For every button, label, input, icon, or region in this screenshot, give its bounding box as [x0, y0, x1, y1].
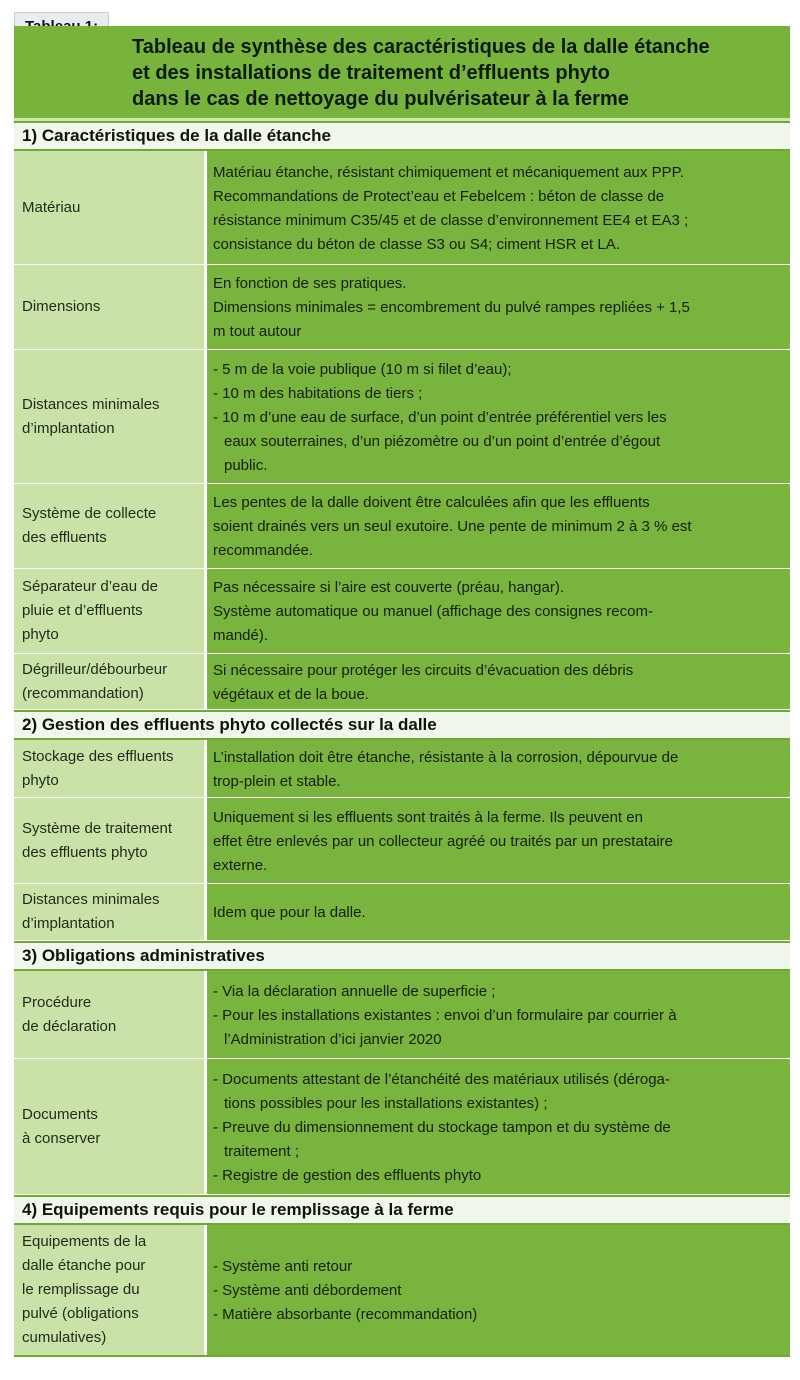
- content-line: En fonction de ses pratiques.: [213, 275, 407, 292]
- content-line: Recommandations de Protect’eau et Febelcem : béton de classe de: [213, 187, 665, 205]
- table-title-banner: [14, 26, 790, 118]
- content-line: Matériau étanche, résistant chimiquement et mécaniquement aux PPP.: [213, 163, 684, 181]
- content-line: L’installation doit être étanche, résistante à la corrosion, dépourvue de: [213, 748, 679, 766]
- row-label-line: Equipements de la: [22, 1233, 147, 1250]
- content-line: m tout autour: [213, 323, 302, 340]
- content-line: traitement ;: [224, 1142, 300, 1160]
- section-heading: 1) Caractéristiques de la dalle étanche: [14, 121, 790, 151]
- row-label-line: Stockage des effluents: [22, 747, 174, 765]
- content-line: végétaux et de la boue.: [213, 685, 369, 703]
- row-content: [207, 654, 790, 709]
- row-label: [14, 265, 207, 349]
- content-line: l’Administration d’ici janvier 2020: [224, 1030, 442, 1048]
- table-row: [14, 1059, 790, 1195]
- row-label-line: pluie et d’effluents: [22, 602, 143, 619]
- content-line: Si nécessaire pour protéger les circuits d’évacuation des débris: [213, 661, 634, 679]
- content-line: trop-plein et stable.: [213, 772, 341, 790]
- row-label: [14, 1225, 207, 1355]
- row-label: [14, 151, 207, 264]
- row-content: [207, 740, 790, 797]
- row-content: [207, 1059, 790, 1194]
- table-row: [14, 350, 790, 484]
- content-line: - Registre de gestion des effluents phyto: [213, 1166, 482, 1184]
- content-line: Idem que pour la dalle.: [213, 904, 366, 921]
- content-line: externe.: [213, 856, 268, 874]
- row-label-line: Dégrilleur/débourbeur: [22, 660, 168, 678]
- content-line: tions possibles pour les installations existantes) ;: [224, 1094, 548, 1112]
- row-label: [14, 740, 207, 797]
- content-line: Pas nécessaire si l’aire est couverte (préau, hangar).: [213, 579, 565, 596]
- row-label-line: d’implantation: [22, 915, 115, 932]
- content-line: - Pour les installations existantes : envoi d’un formulaire par courrier à: [213, 1006, 677, 1024]
- content-line: effet être enlevés par un collecteur agréé ou traités par un prestataire: [213, 832, 673, 850]
- section-heading: 3) Obligations administratives: [14, 941, 790, 971]
- section-heading: 2) Gestion des effluents phyto collectés sur la dalle: [14, 710, 790, 740]
- table-row: [14, 971, 790, 1059]
- row-label-line: le remplissage du: [22, 1281, 140, 1298]
- row-label-line: pulvé (obligations: [22, 1305, 139, 1322]
- content-line: recommandée.: [213, 542, 314, 559]
- row-label-line: de déclaration: [22, 1017, 117, 1035]
- content-line: - Via la déclaration annuelle de superficie ;: [213, 982, 496, 1000]
- table-row: [14, 654, 790, 710]
- table-row: [14, 884, 790, 941]
- row-label-line: d’implantation: [22, 419, 115, 437]
- row-label-line: Dimensions: [22, 298, 101, 315]
- row-label: [14, 654, 207, 709]
- content-line: - 5 m de la voie publique (10 m si filet d’eau);: [213, 360, 512, 378]
- row-content: [207, 798, 790, 883]
- content-line: - 10 m d’une eau de surface, d’un point d’entrée préférentiel vers les: [213, 408, 667, 426]
- content-line: soient drainés vers un seul exutoire. Une pente de minimum 2 à 3 % est: [213, 518, 692, 535]
- content-line: - Preuve du dimensionnement du stockage tampon et du système de: [213, 1118, 671, 1136]
- row-label-line: Distances minimales: [22, 395, 160, 413]
- row-label: [14, 884, 207, 940]
- row-content: [207, 884, 790, 940]
- table-row: [14, 484, 790, 569]
- row-label-line: Documents: [22, 1105, 98, 1123]
- content-line: - Système anti débordement: [213, 1282, 402, 1299]
- table-row: [14, 1225, 790, 1357]
- section-heading: 4) Equipements requis pour le remplissage à la ferme: [14, 1195, 790, 1225]
- content-line: - 10 m des habitations de tiers ;: [213, 384, 423, 402]
- row-label: [14, 971, 207, 1058]
- content-line: eaux souterraines, d’un piézomètre ou d’un point d’entrée d’égout: [224, 432, 661, 450]
- table-title-line: dans le cas de nettoyage du pulvérisateur à la ferme: [132, 88, 629, 110]
- row-label-line: phyto: [22, 626, 59, 643]
- row-label: [14, 1059, 207, 1194]
- row-content: [207, 484, 790, 568]
- row-label-line: Procédure: [22, 993, 92, 1011]
- table-row: [14, 265, 790, 350]
- row-label-line: dalle étanche pour: [22, 1257, 146, 1274]
- table-row: [14, 798, 790, 884]
- synthesis-table: [14, 121, 790, 1357]
- content-line: Uniquement si les effluents sont traités à la ferme. Ils peuvent en: [213, 808, 643, 826]
- row-label-line: Système de traitement: [22, 819, 173, 837]
- row-label: [14, 569, 207, 653]
- table-title-line: Tableau de synthèse des caractéristiques de la dalle étanche: [132, 36, 710, 58]
- content-line: résistance minimum C35/45 et de classe d’environnement EE4 et EA3 ;: [213, 211, 689, 229]
- content-line: - Matière absorbante (recommandation): [213, 1306, 478, 1323]
- content-line: consistance du béton de classe S3 ou S4; ciment HSR et LA.: [213, 235, 620, 253]
- row-label: [14, 350, 207, 483]
- row-content: [207, 151, 790, 264]
- row-content: [207, 569, 790, 653]
- content-line: - Système anti retour: [213, 1258, 353, 1275]
- content-line: - Documents attestant de l’étanchéité des matériaux utilisés (déroga-: [213, 1070, 670, 1088]
- row-label-line: phyto: [22, 771, 59, 789]
- row-content: [207, 350, 790, 483]
- row-label-line: à conserver: [22, 1129, 101, 1147]
- row-label: [14, 798, 207, 883]
- row-label-line: Distances minimales: [22, 891, 160, 908]
- table-row: [14, 569, 790, 654]
- row-label-line: Système de collecte: [22, 505, 157, 522]
- row-label-line: (recommandation): [22, 684, 144, 702]
- content-line: Dimensions minimales = encombrement du pulvé rampes repliées + 1,5: [213, 299, 690, 316]
- table-title-line: et des installations de traitement d’effluents phyto: [132, 62, 610, 84]
- row-content: [207, 971, 790, 1058]
- row-label-line: des effluents: [22, 529, 107, 546]
- row-label-line: Séparateur d’eau de: [22, 578, 158, 595]
- table-row: [14, 740, 790, 798]
- table-row: [14, 151, 790, 265]
- row-label-line: des effluents phyto: [22, 843, 148, 861]
- content-line: mandé).: [213, 627, 269, 644]
- row-content: [207, 1225, 790, 1355]
- row-label: [14, 484, 207, 568]
- content-line: public.: [224, 456, 268, 474]
- row-content: [207, 265, 790, 349]
- row-label-line: cumulatives): [22, 1329, 107, 1346]
- row-label-line: Matériau: [22, 198, 81, 216]
- content-line: Système automatique ou manuel (affichage des consignes recom-: [213, 603, 653, 620]
- content-line: Les pentes de la dalle doivent être calculées afin que les effluents: [213, 494, 650, 511]
